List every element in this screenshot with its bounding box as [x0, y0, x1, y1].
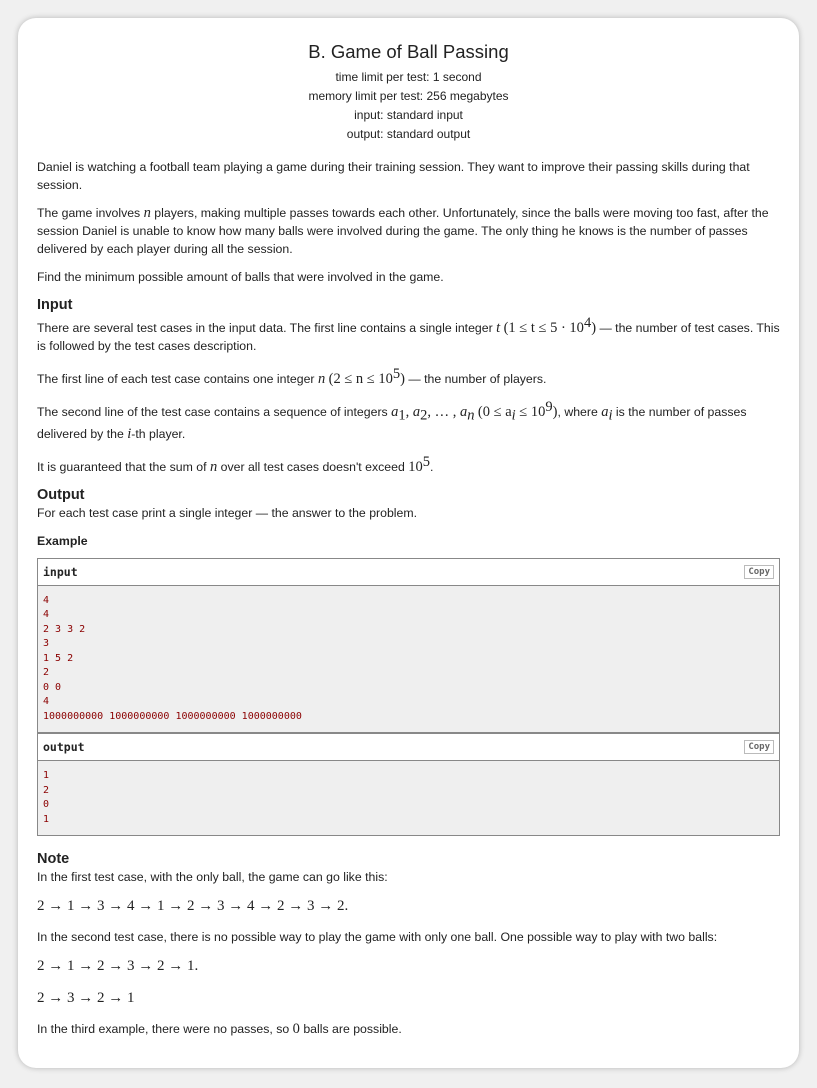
input-line: 3	[43, 638, 50, 650]
output-line: 1	[43, 813, 50, 825]
input-line: 0 0	[43, 681, 62, 693]
input-paragraph: The first line of each test case contains one integer n $(2 \le n \le 10^5)$ — the number of players.	[37, 366, 547, 388]
output-paragraph: For each test case print a single integer — the answer to the problem.	[37, 505, 418, 520]
input-line: 2 3 3 2	[43, 623, 86, 635]
memory-limit: memory limit per test: 256 megabytes	[308, 89, 509, 103]
copy-output-button[interactable]: Copy	[744, 740, 774, 754]
output-title: output	[43, 740, 85, 755]
output-line: 0	[43, 799, 50, 811]
input-line: 1 5 2	[43, 652, 74, 664]
note-equation: 2 → 1 → 2 → 3 → 2 → 1.	[37, 958, 199, 975]
input-line: 4	[43, 609, 50, 621]
output-heading: Output	[37, 486, 85, 503]
legend-paragraph: Find the minimum possible amount of balls that were involved in the game.	[37, 270, 444, 284]
time-limit: time limit per test: 1 second	[335, 70, 482, 84]
note-equation: 2 → 3 → 2 → 1	[37, 990, 135, 1007]
note-equation: 2 → 1 → 3 → 4 → 1 → 2 → 3 → 4 → 2 → 3 → 2.	[37, 898, 349, 915]
input-heading: Input	[37, 297, 73, 313]
input-line: 1000000000 1000000000 1000000000 1000000000	[43, 710, 302, 722]
note-paragraph: In the third example, there were no passes, so 0 balls are possible.	[37, 1021, 402, 1038]
input-paragraph: It is guaranteed that the sum of n over all test cases doesn't exceed $10^5$.	[37, 453, 434, 475]
copy-input-button[interactable]: Copy	[744, 565, 774, 579]
input-line: 4	[43, 696, 50, 708]
legend-paragraph: Daniel is watching a football team playing a game during their training session. They want to improve their passing skills during that session.	[37, 160, 750, 192]
input-content[interactable]	[38, 586, 779, 733]
example-label: Example	[37, 533, 88, 548]
problem-title: B. Game of Ball Passing	[308, 41, 509, 62]
problem-limits	[37, 68, 780, 144]
input-line: 2	[43, 667, 50, 679]
input-header	[38, 559, 779, 586]
output-content[interactable]	[38, 761, 779, 835]
note-paragraph: In the first test case, with the only ball, the game can go like this:	[37, 870, 388, 885]
input-title: input	[43, 564, 78, 579]
legend-paragraph: The game involves n players, making multiple passes towards each other. Unfortunately, since the balls were moving too fast, after the session Daniel is unable to know how many balls were involved during the game. The only thing he knows is the number of passes delivered by each player during all the session.	[37, 205, 769, 256]
note-heading: Note	[37, 851, 70, 868]
note-paragraph: In the second test case, there is no possible way to play the game with only one ball. One possible way to play with two balls:	[37, 930, 718, 945]
input-file: input: standard input	[354, 108, 463, 122]
output-header	[38, 732, 779, 761]
example-box	[37, 558, 780, 837]
problem-card	[18, 18, 799, 1068]
input-paragraph: There are several test cases in the input data. The first line contains a single integer t $(1 \le t \le 5 \cdot 10^4)$ — the number of test cases. This is followed by the test cases description.	[37, 315, 780, 354]
output-file: output: standard output	[346, 127, 471, 141]
input-paragraph: The second line of the test case contains a sequence of integers $a_1$, $a_2$, … , $a_n$ $(0 \le a_i \le 10^9)$, where $a_i$ is the number of passes delivered by the i-th player.	[37, 399, 747, 442]
input-line: 4	[43, 594, 50, 606]
output-line: 2	[43, 784, 50, 796]
output-line: 1	[43, 770, 50, 782]
